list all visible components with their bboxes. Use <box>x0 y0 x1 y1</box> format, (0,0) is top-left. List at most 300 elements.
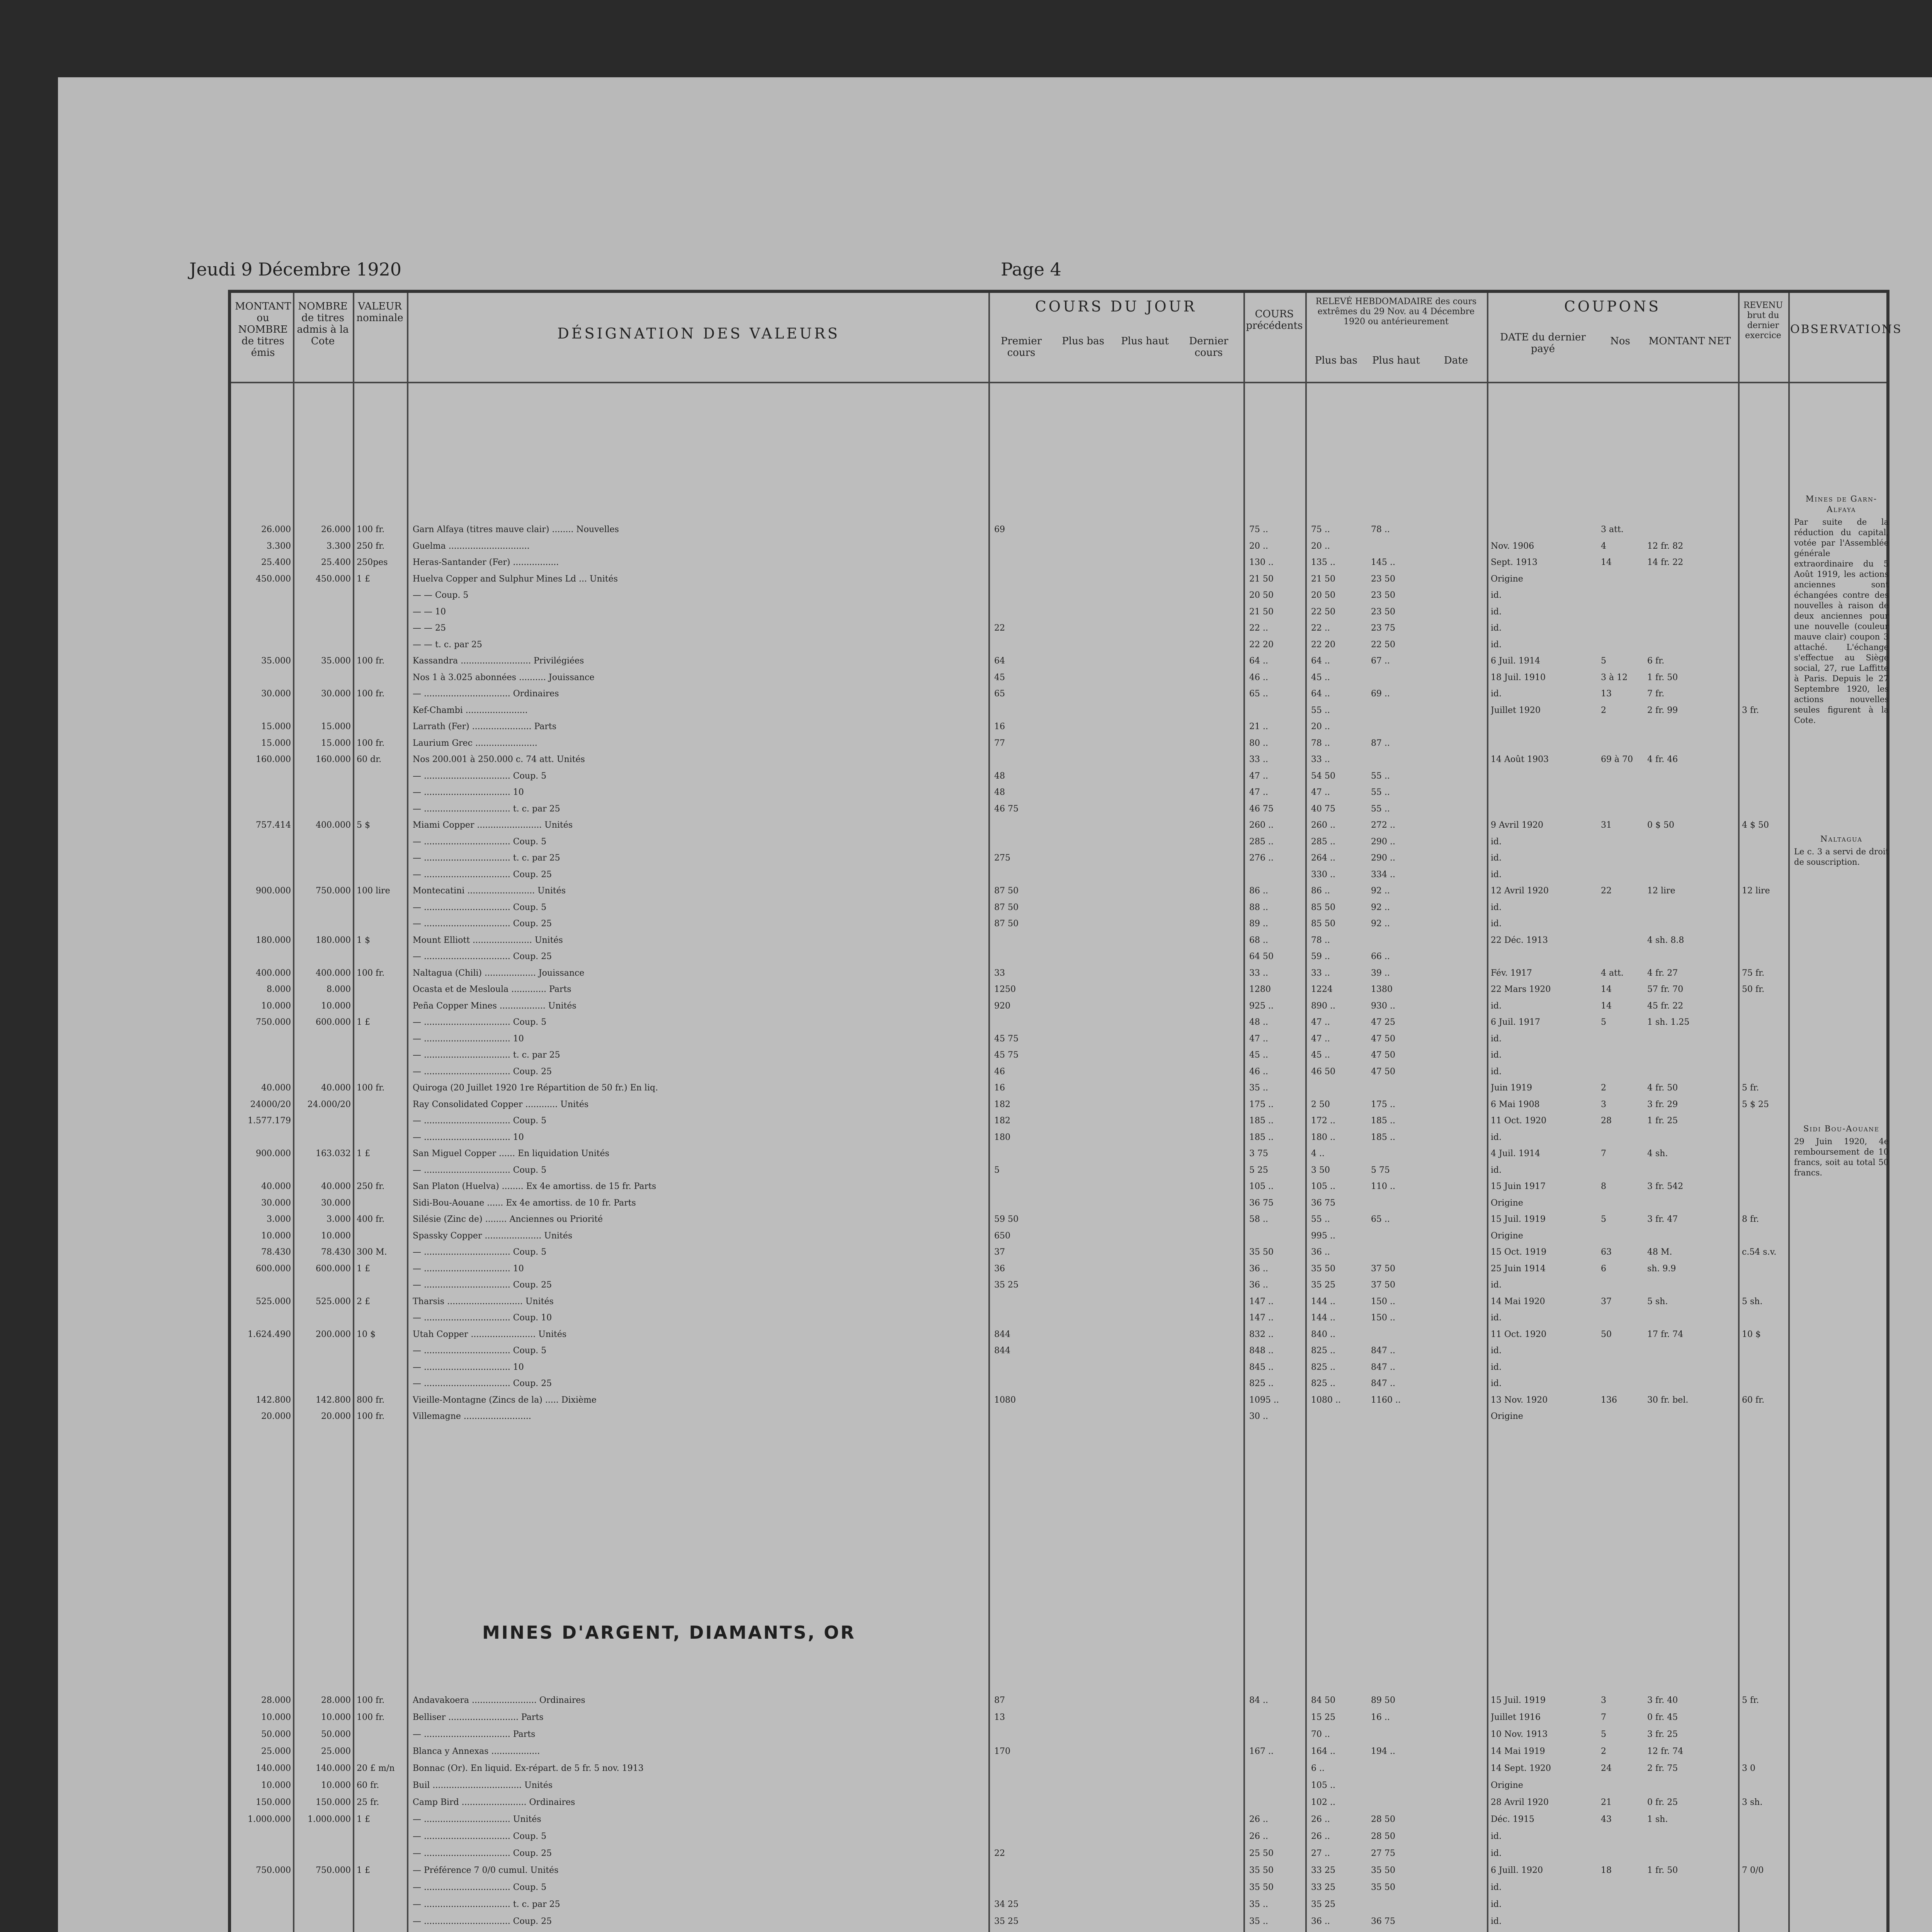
table-row <box>231 1182 1886 1192</box>
cell-cdate: id. <box>1491 639 1502 650</box>
cell-mont: 48 M. <box>1647 1247 1672 1257</box>
cell-rpb: 45 .. <box>1311 672 1330 682</box>
cell-cdate: id. <box>1491 1132 1502 1142</box>
cell-prem: 87 50 <box>994 886 1019 896</box>
cell-valeur: 100 fr. <box>357 1412 385 1421</box>
table-row <box>231 1412 1886 1422</box>
cell-rph: 28 50 <box>1371 1832 1395 1841</box>
cell-rev: 3 sh. <box>1742 1798 1763 1807</box>
cell-rpb: 890 .. <box>1311 1001 1335 1011</box>
cell-rpb: 47 .. <box>1311 1034 1330 1044</box>
table-row <box>231 1849 1886 1859</box>
table-row <box>231 1149 1886 1159</box>
cell-rpb: 3 50 <box>1311 1165 1330 1175</box>
cell-desig: Montecatini ......................... Unités <box>413 886 566 896</box>
cell-desig: — ................................ Coup. 10 <box>413 1313 552 1323</box>
cell-prec: 36 .. <box>1249 1280 1268 1290</box>
cell-valeur: 1 £ <box>357 1264 370 1274</box>
cell-rpb: 15 25 <box>1311 1713 1335 1722</box>
cell-prem: 36 <box>994 1264 1005 1274</box>
cell-nombre: 140.000 <box>316 1764 351 1773</box>
table-row <box>231 607 1886 617</box>
cell-cdate: id. <box>1491 1066 1502 1077</box>
table-row <box>231 689 1886 699</box>
cell-cdate: 28 Avril 1920 <box>1491 1798 1549 1807</box>
col-header-r-date: Date <box>1444 355 1468 366</box>
cell-montant: 40.000 <box>261 1182 291 1191</box>
cell-prem: 46 <box>994 1066 1005 1077</box>
cell-rpb: 85 50 <box>1311 902 1335 912</box>
table-row <box>231 1330 1886 1340</box>
cell-desig: — ................................ Coup. 5 <box>413 837 547 847</box>
table-row <box>231 1313 1886 1323</box>
table-row <box>231 1264 1886 1274</box>
cell-rev: 5 fr. <box>1742 1083 1759 1093</box>
cell-nombre: 35.000 <box>321 656 351 666</box>
table-row <box>231 1034 1886 1044</box>
cell-prec: 35 .. <box>1249 1917 1268 1926</box>
cell-rpb: 64 .. <box>1311 689 1330 699</box>
cell-desig: Buil ................................. Unités <box>413 1781 553 1790</box>
cell-rph: 22 50 <box>1371 639 1395 650</box>
cell-prec: 36 75 <box>1249 1198 1274 1208</box>
table-row <box>231 1346 1886 1356</box>
cell-desig: Mount Elliott ...................... Unités <box>413 935 563 945</box>
cell-desig: Spassky Copper ..................... Unités <box>413 1231 573 1241</box>
cell-prem: 69 <box>994 525 1005 534</box>
cell-rpb: 85 50 <box>1311 919 1335 929</box>
cell-cdate: 6 Mai 1908 <box>1491 1099 1540 1109</box>
col-header-releve: RELEVÉ HEBDOMADAIRE des cours extrêmes du 29 Nov. au 4 Décembre 1920 ou antérieurement <box>1315 297 1477 327</box>
col-header-valeur: VALEUR nominale <box>356 301 403 324</box>
cell-desig: — ................................ Coup. 5 <box>413 1165 547 1175</box>
col-rule <box>1487 293 1488 1932</box>
cell-num: 31 <box>1601 820 1612 830</box>
cell-rev: 50 fr. <box>1742 985 1765 994</box>
cell-prec: 47 .. <box>1249 771 1268 781</box>
cell-montant: 160.000 <box>256 755 291 764</box>
cell-cdate: id. <box>1491 1280 1502 1290</box>
cell-rph: 35 50 <box>1371 1883 1395 1892</box>
obs-naltagua-text: Le c. 3 a servi de droit de souscription. <box>1794 847 1889 867</box>
cell-nombre: 10.000 <box>321 1713 351 1722</box>
cell-rpb: 2 50 <box>1311 1099 1330 1109</box>
cell-mont: 7 fr. <box>1647 689 1665 699</box>
cell-desig: — ................................ Coup. 5 <box>413 1346 547 1355</box>
cell-rph: 78 .. <box>1371 525 1390 534</box>
cell-montant: 25.000 <box>261 1747 291 1756</box>
cell-prec: 46 75 <box>1249 804 1274 814</box>
cell-mont: 6 fr. <box>1647 656 1665 666</box>
cell-cdate: 18 Juil. 1910 <box>1491 672 1546 682</box>
cell-nombre: 180.000 <box>316 935 351 945</box>
cell-desig: — ................................ 10 <box>413 1362 524 1372</box>
cell-rpb: 825 .. <box>1311 1346 1335 1355</box>
cell-prec: 845 .. <box>1249 1362 1274 1372</box>
cell-cdate: 6 Juill. 1920 <box>1491 1866 1543 1875</box>
cell-num: 5 <box>1601 656 1606 666</box>
table-row <box>231 903 1886 913</box>
cell-prem: 1250 <box>994 985 1016 994</box>
cell-nombre: 400.000 <box>316 968 351 978</box>
cell-rph: 66 .. <box>1371 952 1390 961</box>
cell-cdate: id. <box>1491 1050 1502 1060</box>
cell-prem: 16 <box>994 1083 1005 1093</box>
cell-nombre: 3.300 <box>327 541 351 551</box>
cell-cdate: 9 Avril 1920 <box>1491 820 1543 830</box>
cell-cdate: Sept. 1913 <box>1491 558 1537 567</box>
col-header-cours-du-jour: COURS DU JOUR <box>1035 298 1197 315</box>
cell-num: 13 <box>1601 689 1612 699</box>
col-rule <box>1788 293 1790 1932</box>
cell-rph: 23 50 <box>1371 590 1395 600</box>
cell-mont: 0 $ 50 <box>1647 820 1674 830</box>
cell-num: 50 <box>1601 1329 1612 1339</box>
cell-prem: 5 <box>994 1165 1000 1175</box>
cell-montant: 757.414 <box>256 820 291 830</box>
col-rule <box>293 293 294 1932</box>
cell-desig: Heras-Santander (Fer) ................. <box>413 558 559 567</box>
cell-nombre: 78.430 <box>321 1247 351 1257</box>
cell-prec: 46 .. <box>1249 672 1268 682</box>
cell-prec: 89 .. <box>1249 919 1268 929</box>
cell-rpb: 45 .. <box>1311 1050 1330 1060</box>
cell-rph: 847 .. <box>1371 1379 1395 1388</box>
cell-prec: 21 50 <box>1249 607 1274 617</box>
table-row <box>231 1832 1886 1842</box>
cell-prem: 45 75 <box>994 1050 1019 1060</box>
cell-rph: 847 .. <box>1371 1346 1395 1355</box>
table-row <box>231 1067 1886 1077</box>
cell-prec: 80 .. <box>1249 738 1268 748</box>
cell-cdate: 15 Oct. 1919 <box>1491 1247 1547 1257</box>
table-row <box>231 837 1886 847</box>
cell-valeur: 2 £ <box>357 1296 370 1306</box>
cell-cdate: 15 Juil. 1919 <box>1491 1696 1546 1705</box>
cell-desig: — — t. c. par 25 <box>413 639 482 650</box>
cell-desig: — ................................ 10 <box>413 1034 524 1044</box>
cell-cdate: 22 Déc. 1913 <box>1491 935 1548 945</box>
cell-rpb: 144 .. <box>1311 1296 1335 1306</box>
cell-num: 5 <box>1601 1730 1606 1739</box>
cell-rph: 35 50 <box>1371 1866 1395 1875</box>
cell-montant: 30.000 <box>261 1198 291 1208</box>
cell-prem: 46 75 <box>994 804 1019 814</box>
cell-valeur: 1 $ <box>357 935 370 945</box>
cell-cdate: Origine <box>1491 1412 1523 1421</box>
table-row <box>231 1917 1886 1927</box>
table-row <box>231 952 1886 962</box>
cell-cdate: id. <box>1491 1034 1502 1044</box>
cell-montant: 900.000 <box>256 1149 291 1158</box>
cell-prec: 35 50 <box>1249 1247 1274 1257</box>
cell-prem: 87 <box>994 1696 1005 1705</box>
table-row <box>231 886 1886 896</box>
cell-num: 37 <box>1601 1296 1612 1306</box>
cell-rph: 28 50 <box>1371 1815 1395 1824</box>
cell-mont: 0 fr. 25 <box>1647 1798 1678 1807</box>
cell-num: 5 <box>1601 1214 1606 1224</box>
cell-rpb: 78 .. <box>1311 935 1330 945</box>
cell-nombre: 160.000 <box>316 755 351 764</box>
table-row <box>231 1730 1886 1740</box>
cell-rph: 272 .. <box>1371 820 1395 830</box>
col-header-date-dernier: DATE du dernier payé <box>1500 332 1586 355</box>
table-row <box>231 919 1886 929</box>
cell-num: 69 à 70 <box>1601 755 1633 764</box>
cell-rev: 60 fr. <box>1742 1395 1765 1405</box>
cell-nombre: 30.000 <box>321 689 351 699</box>
cell-montant: 8.000 <box>267 985 291 994</box>
cell-rpb: 36 .. <box>1311 1917 1330 1926</box>
cell-rpb: 33 .. <box>1311 968 1330 978</box>
cell-prec: 75 .. <box>1249 525 1268 534</box>
cell-rpb: 64 .. <box>1311 656 1330 666</box>
cell-num: 14 <box>1601 985 1612 994</box>
cell-desig: — ................................ t. c. par 25 <box>413 804 560 814</box>
table-row <box>231 1764 1886 1774</box>
table-row <box>231 771 1886 781</box>
cell-rev: 7 0/0 <box>1742 1866 1764 1875</box>
table-grid <box>231 293 1902 1932</box>
cell-rph: 290 .. <box>1371 853 1395 863</box>
cell-valeur: 100 fr. <box>357 656 385 666</box>
cell-prec: 36 .. <box>1249 1264 1268 1274</box>
cell-cdate: id. <box>1491 1346 1502 1355</box>
cell-rph: 36 75 <box>1371 1917 1395 1926</box>
cell-prec: 35 .. <box>1249 1900 1268 1909</box>
cell-rpb: 26 .. <box>1311 1815 1330 1824</box>
header-date: Jeudi 9 Décembre 1920 <box>189 259 402 280</box>
cell-desig: — ................................ t. c. par 25 <box>413 1050 560 1060</box>
cell-nombre: 40.000 <box>321 1182 351 1191</box>
cell-num: 2 <box>1601 1747 1606 1756</box>
cell-desig: — ................................ 10 <box>413 1132 524 1142</box>
cell-valeur: 1 £ <box>357 1815 370 1824</box>
cell-rph: 23 50 <box>1371 574 1395 584</box>
cell-num: 2 <box>1601 1083 1606 1093</box>
cell-prem: 275 <box>994 853 1010 863</box>
cell-prec: 65 .. <box>1249 689 1268 699</box>
cell-rph: 150 .. <box>1371 1313 1395 1323</box>
cell-nombre: 28.000 <box>321 1696 351 1705</box>
cell-mont: 1 fr. 50 <box>1647 1866 1678 1875</box>
cell-montant: 50.000 <box>261 1730 291 1739</box>
section-title: MINES D'ARGENT, DIAMANTS, OR <box>482 1622 856 1643</box>
cell-valeur: 20 £ m/n <box>357 1764 395 1773</box>
cell-valeur: 100 fr. <box>357 525 385 534</box>
table-row <box>231 820 1886 830</box>
cell-prem: 45 75 <box>994 1034 1019 1044</box>
cell-mont: 3 fr. 47 <box>1647 1214 1678 1224</box>
table-row <box>231 1083 1886 1093</box>
cell-rpb: 840 .. <box>1311 1329 1335 1339</box>
cell-prec: 22 20 <box>1249 639 1274 650</box>
cell-mont: 4 fr. 27 <box>1647 968 1678 978</box>
cell-montant: 24000/20 <box>250 1099 291 1109</box>
cell-num: 3 <box>1601 1099 1606 1109</box>
cell-rpb: 35 25 <box>1311 1900 1335 1909</box>
cell-nombre: 600.000 <box>316 1017 351 1027</box>
cell-cdate: id. <box>1491 1165 1502 1175</box>
cell-num: 14 <box>1601 558 1612 567</box>
cell-valeur: 100 fr. <box>357 968 385 978</box>
cell-desig: San Miguel Copper ...... En liquidation Unités <box>413 1149 609 1158</box>
cell-rph: 194 .. <box>1371 1747 1395 1756</box>
cell-cdate: 15 Juin 1917 <box>1491 1182 1546 1191</box>
cell-rpb: 105 .. <box>1311 1781 1335 1790</box>
cell-mont: 1 fr. 50 <box>1647 672 1678 682</box>
cell-rpb: 35 50 <box>1311 1264 1335 1274</box>
cell-montant: 10.000 <box>261 1713 291 1722</box>
table-row <box>231 1280 1886 1290</box>
cell-prec: 58 .. <box>1249 1214 1268 1224</box>
cell-prec: 35 50 <box>1249 1866 1274 1875</box>
cell-montant: 750.000 <box>256 1017 291 1027</box>
cell-nombre: 400.000 <box>316 820 351 830</box>
cell-rph: 930 .. <box>1371 1001 1395 1011</box>
cell-cdate: id. <box>1491 607 1502 617</box>
cell-rph: 185 .. <box>1371 1116 1395 1126</box>
cell-rpb: 78 .. <box>1311 738 1330 748</box>
cell-desig: — ................................ 10 <box>413 1264 524 1274</box>
cell-cdate: 12 Avril 1920 <box>1491 886 1549 896</box>
col-header-montant: MONTANT ou NOMBRE de titres émis <box>235 301 291 359</box>
table-row <box>231 1362 1886 1372</box>
table-row <box>231 787 1886 798</box>
cell-nombre: 163.032 <box>316 1149 351 1158</box>
cell-rph: 1380 <box>1371 985 1393 994</box>
cell-cdate: id. <box>1491 1900 1502 1909</box>
cell-rpb: 26 .. <box>1311 1832 1330 1841</box>
table-row <box>231 1116 1886 1126</box>
cell-rpb: 330 .. <box>1311 869 1335 879</box>
cell-montant: 28.000 <box>261 1696 291 1705</box>
col-header-montant-net: MONTANT NET <box>1648 335 1731 347</box>
cell-nombre: 8.000 <box>327 985 351 994</box>
cell-prem: 59 50 <box>994 1214 1019 1224</box>
cell-rpb: 55 .. <box>1311 705 1330 715</box>
col-rule <box>1738 293 1740 1932</box>
cell-prem: 45 <box>994 672 1005 682</box>
cell-nombre: 26.000 <box>321 525 351 534</box>
cell-desig: Tharsis ............................ Unités <box>413 1296 554 1306</box>
cell-rpb: 825 .. <box>1311 1362 1335 1372</box>
cell-montant: 15.000 <box>261 722 291 731</box>
cell-nombre: 525.000 <box>316 1296 351 1306</box>
cell-prem: 65 <box>994 689 1005 699</box>
table-row <box>231 755 1886 765</box>
cell-mont: sh. 9.9 <box>1647 1264 1676 1274</box>
cell-rpb: 164 .. <box>1311 1747 1335 1756</box>
cell-prec: 185 .. <box>1249 1116 1274 1126</box>
cell-mont: 4 sh. 8.8 <box>1647 935 1684 945</box>
table-row <box>231 1379 1886 1389</box>
cell-desig: — ................................ Coup. 5 <box>413 1017 547 1027</box>
col-rule <box>1243 293 1245 1932</box>
cell-montant: 600.000 <box>256 1264 291 1274</box>
cell-desig: Huelva Copper and Sulphur Mines Ld ... Unités <box>413 574 618 584</box>
cell-rpb: 135 .. <box>1311 558 1335 567</box>
cell-nombre: 600.000 <box>316 1264 351 1274</box>
cell-mont: 17 fr. 74 <box>1647 1329 1684 1339</box>
col-header-observations: OBSERVATIONS <box>1790 323 1902 336</box>
cell-prec: 21 .. <box>1249 722 1268 731</box>
cell-cdate: id. <box>1491 1849 1502 1858</box>
cell-num: 8 <box>1601 1182 1606 1191</box>
obs-naltagua <box>1794 834 1889 867</box>
cell-nombre: 150.000 <box>316 1798 351 1807</box>
cell-desig: Vieille-Montagne (Zincs de la) ..... Dixième <box>413 1395 597 1405</box>
table-row <box>231 574 1886 584</box>
col-header-coupons: COUPONS <box>1564 298 1661 315</box>
cell-rpb: 21 50 <box>1311 574 1335 584</box>
cell-cdate: 14 Mai 1919 <box>1491 1747 1545 1756</box>
cell-montant: 400.000 <box>256 968 291 978</box>
cell-prec: 825 .. <box>1249 1379 1274 1388</box>
cell-nombre: 10.000 <box>321 1231 351 1241</box>
cell-montant: 1.577.179 <box>248 1116 291 1126</box>
cell-desig: Nos 1 à 3.025 abonnées .......... Jouissance <box>413 672 595 682</box>
table-row <box>231 1883 1886 1893</box>
cell-nombre: 10.000 <box>321 1781 351 1790</box>
cell-mont: 2 fr. 75 <box>1647 1764 1678 1773</box>
cell-cdate: id. <box>1491 623 1502 633</box>
cell-montant: 142.800 <box>256 1395 291 1405</box>
cell-rpb: 1080 .. <box>1311 1395 1341 1405</box>
cell-prem: 13 <box>994 1713 1005 1722</box>
cell-rpb: 22 20 <box>1311 639 1335 650</box>
cell-rph: 110 .. <box>1371 1182 1395 1191</box>
cell-prem: 22 <box>994 1849 1005 1858</box>
cell-prec: 147 .. <box>1249 1296 1274 1306</box>
cell-rpb: 264 .. <box>1311 853 1335 863</box>
cell-prec: 48 .. <box>1249 1017 1268 1027</box>
cell-prec: 925 .. <box>1249 1001 1274 1011</box>
cell-montant: 1.624.490 <box>248 1329 291 1339</box>
quotation-table <box>228 290 1902 1932</box>
cell-desig: — ................................ Coup. 5 <box>413 902 547 912</box>
table-row <box>231 541 1886 551</box>
cell-rph: 92 .. <box>1371 886 1390 896</box>
col-header-precedents: COURS précédents <box>1246 308 1303 332</box>
cell-cdate: id. <box>1491 1362 1502 1372</box>
cell-desig: — ................................ Coup. 25 <box>413 1066 552 1077</box>
table-row <box>231 1231 1886 1241</box>
cell-prem: 33 <box>994 968 1005 978</box>
cell-nombre: 25.000 <box>321 1747 351 1756</box>
cell-valeur: 100 fr. <box>357 689 385 699</box>
cell-prec: 20 50 <box>1249 590 1274 600</box>
table-row <box>231 935 1886 946</box>
cell-desig: Kef-Chambi ....................... <box>413 705 528 715</box>
cell-desig: — ................................ Coup. 5 <box>413 771 547 781</box>
cell-num: 7 <box>1601 1149 1606 1158</box>
cell-montant: 78.430 <box>261 1247 291 1257</box>
table-row <box>231 738 1886 748</box>
cell-num: 22 <box>1601 886 1612 896</box>
cell-rev: 5 $ 25 <box>1742 1099 1769 1109</box>
cell-rev: 5 sh. <box>1742 1296 1763 1306</box>
cell-nombre: 25.400 <box>321 558 351 567</box>
cell-prem: 87 50 <box>994 919 1019 929</box>
cell-mont: 45 fr. 22 <box>1647 1001 1684 1011</box>
cell-num: 3 à 12 <box>1601 672 1628 682</box>
cell-prec: 21 50 <box>1249 574 1274 584</box>
cell-cdate: 6 Juil. 1917 <box>1491 1017 1541 1027</box>
cell-prec: 47 .. <box>1249 787 1268 797</box>
cell-cdate: id. <box>1491 1832 1502 1841</box>
